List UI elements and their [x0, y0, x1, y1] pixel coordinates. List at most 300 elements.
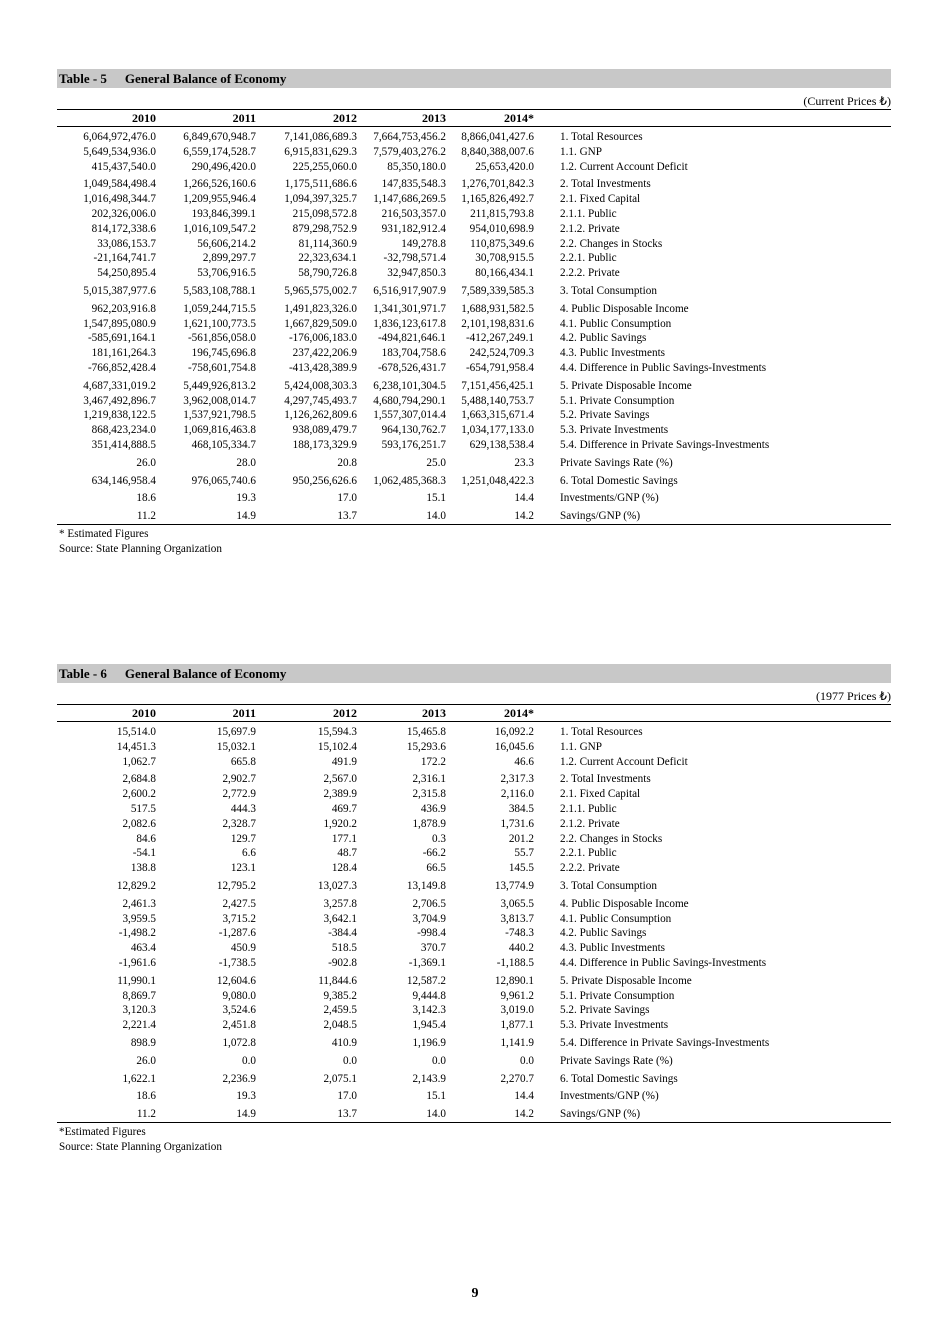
table-row — [57, 266, 891, 281]
value-2012: 2,459.5 — [323, 1004, 357, 1017]
row-label: 2.2.1. Public — [560, 252, 617, 265]
row-group — [57, 1033, 891, 1051]
table-5 — [57, 69, 891, 557]
value-2010: 1,622.1 — [122, 1072, 156, 1085]
table-title-bar — [57, 664, 891, 683]
value-2012: 5,424,008,303.3 — [284, 379, 357, 392]
header-2013: 2013 — [422, 111, 446, 125]
value-2014: 55.7 — [514, 847, 534, 860]
table-row — [57, 772, 891, 787]
value-2013: 2,316.1 — [412, 773, 446, 786]
value-2013: 2,706.5 — [412, 897, 446, 910]
value-2011: 1,059,244,715.5 — [183, 302, 256, 315]
row-group — [57, 453, 891, 471]
row-group — [57, 299, 891, 376]
value-2011: -561,856,058.0 — [187, 332, 256, 345]
value-2014: 7,151,456,425.1 — [461, 379, 534, 392]
value-2011: 6.6 — [242, 847, 256, 860]
row-label: 4.2. Public Savings — [560, 927, 647, 940]
value-2013: 85,350,180.0 — [387, 160, 446, 173]
value-2014: 0.0 — [520, 1054, 534, 1067]
value-2011: 1,621,100,773.5 — [183, 317, 256, 330]
footnote: * Estimated Figures — [59, 527, 149, 540]
value-2011: 12,604.6 — [216, 974, 256, 987]
value-2010: 26.0 — [136, 456, 156, 469]
value-2010: 2,684.8 — [122, 773, 156, 786]
value-2011: 9,080.0 — [222, 989, 256, 1002]
value-2011: 6,559,174,528.7 — [183, 145, 256, 158]
table-row — [57, 423, 891, 438]
value-2013: -998.4 — [417, 927, 446, 940]
table-row — [57, 941, 891, 956]
value-2014: 242,524,709.3 — [469, 347, 534, 360]
value-2012: 17.0 — [337, 1090, 357, 1103]
value-2010: 33,086,153.7 — [97, 237, 156, 250]
row-label: 1.2. Current Account Deficit — [560, 755, 688, 768]
row-label: Investments/GNP (%) — [560, 492, 659, 505]
table-row — [57, 974, 891, 989]
value-2013: 6,238,101,304.5 — [373, 379, 446, 392]
row-label: Investments/GNP (%) — [560, 1090, 659, 1103]
table-row — [57, 394, 891, 409]
value-2010: 634,146,958.4 — [91, 474, 156, 487]
row-label: 1.2. Current Account Deficit — [560, 160, 688, 173]
value-2013: -32,798,571.4 — [383, 252, 446, 265]
value-2012: 1,175,511,686.6 — [284, 178, 357, 191]
table-unit: (Current Prices ₺) — [803, 94, 891, 108]
value-2014: 13,774.9 — [494, 879, 534, 892]
value-2013: 15,465.8 — [406, 726, 446, 738]
table-row — [57, 177, 891, 192]
row-group — [57, 722, 891, 769]
value-2013: 12,587.2 — [406, 974, 446, 987]
page-number: 9 — [471, 1286, 479, 1301]
table-row — [57, 160, 891, 175]
value-2010: 12,829.2 — [116, 879, 156, 892]
value-2010: 11,990.1 — [117, 974, 156, 987]
table-row — [57, 192, 891, 207]
table-row — [57, 438, 891, 453]
table-row — [57, 912, 891, 927]
value-2013: 25.0 — [426, 456, 446, 469]
value-2013: 7,664,753,456.2 — [373, 131, 446, 143]
value-2013: -678,526,431.7 — [377, 361, 446, 374]
value-2011: 444.3 — [230, 802, 256, 815]
row-label: 4.3. Public Investments — [560, 942, 666, 955]
row-label: 5.1. Private Consumption — [560, 394, 675, 407]
value-2012: 469.7 — [331, 802, 357, 815]
value-2012: 5,965,575,002.7 — [284, 284, 357, 297]
header-2012: 2012 — [333, 706, 357, 720]
value-2012: 1,491,823,326.0 — [284, 302, 357, 315]
value-2011: 19.3 — [236, 492, 256, 505]
value-2010: 3,467,492,896.7 — [83, 394, 156, 407]
value-2010: 11.2 — [136, 510, 156, 523]
value-2014: 1,034,177,133.0 — [461, 424, 534, 437]
value-2010: 15,514.0 — [116, 726, 156, 738]
row-label: 2.2.1. Public — [560, 847, 617, 860]
row-group — [57, 894, 891, 971]
table-row — [57, 237, 891, 252]
value-2011: 1,072.8 — [222, 1036, 256, 1049]
value-2014: 16,045.6 — [494, 740, 534, 753]
value-2010: -1,498.2 — [118, 927, 156, 940]
value-2010: -585,691,164.1 — [87, 332, 156, 345]
value-2010: -1,961.6 — [118, 956, 156, 969]
row-label: 5.3. Private Investments — [560, 1019, 669, 1032]
value-2014: 2,270.7 — [500, 1072, 534, 1085]
value-2010: 3,959.5 — [122, 912, 156, 925]
value-2014: 16,092.2 — [494, 726, 534, 738]
source-note: Source: State Planning Organization — [59, 542, 222, 555]
table-6 — [57, 664, 891, 1155]
value-2010: 2,221.4 — [122, 1019, 156, 1032]
value-2011: -758,601,754.8 — [187, 361, 256, 374]
table-row — [57, 251, 891, 266]
row-label: 4. Public Disposable Income — [560, 897, 689, 910]
value-2012: 13,027.3 — [317, 879, 357, 892]
table-row — [57, 1018, 891, 1033]
value-2010: 962,203,916.8 — [91, 302, 156, 315]
value-2013: -1,369.1 — [408, 956, 446, 969]
table-row — [57, 1036, 891, 1051]
row-group — [57, 281, 891, 299]
value-2013: 3,142.3 — [412, 1004, 446, 1017]
table-row — [57, 1107, 891, 1122]
value-2011: 28.0 — [236, 456, 256, 469]
row-label: 3. Total Consumption — [560, 879, 657, 892]
row-label: 5.3. Private Investments — [560, 424, 669, 437]
value-2013: 7,579,403,276.2 — [373, 145, 446, 158]
row-label: 4.1. Public Consumption — [560, 317, 672, 330]
table-row — [57, 1054, 891, 1069]
table-row — [57, 317, 891, 332]
value-2012: 215,098,572.8 — [292, 207, 357, 220]
value-2014: -654,791,958.4 — [465, 361, 534, 374]
value-2011: 1,537,921,798.5 — [183, 409, 256, 422]
table-row — [57, 861, 891, 876]
value-2013: 9,444.8 — [412, 989, 446, 1002]
value-2011: 14.9 — [236, 1108, 256, 1121]
value-2014: 12,890.1 — [494, 974, 534, 987]
table-row — [57, 846, 891, 861]
table-row — [57, 956, 891, 971]
table-title: General Balance of Economy — [124, 666, 287, 681]
value-2010: 181,161,264.3 — [91, 347, 156, 360]
value-2011: -1,738.5 — [218, 956, 256, 969]
table-row — [57, 879, 891, 894]
value-2011: 2,902.7 — [222, 773, 256, 786]
row-label: 2.1.2. Private — [560, 222, 620, 235]
value-2012: 20.8 — [337, 456, 357, 469]
value-2014: 1,688,931,582.5 — [461, 302, 534, 315]
value-2012: 48.7 — [337, 847, 357, 860]
value-2012: 81,114,360.9 — [298, 237, 357, 250]
value-2011: 14.9 — [236, 510, 256, 523]
value-2014: 3,813.7 — [500, 912, 534, 925]
value-2013: 149,278.8 — [401, 237, 446, 250]
value-2012: 188,173,329.9 — [292, 438, 357, 451]
value-2010: 351,414,888.5 — [91, 438, 156, 451]
value-2011: 3,962,008,014.7 — [183, 394, 256, 407]
value-2013: 2,315.8 — [412, 788, 446, 801]
row-group — [57, 876, 891, 894]
value-2014: 46.6 — [514, 755, 534, 768]
value-2014: 1,165,826,492.7 — [461, 193, 534, 206]
row-label: 3. Total Consumption — [560, 284, 657, 297]
row-label: Savings/GNP (%) — [560, 510, 641, 523]
value-2013: 6,516,917,907.9 — [373, 284, 446, 297]
value-2010: 6,064,972,476.0 — [83, 131, 156, 143]
value-2012: 15,594.3 — [317, 726, 357, 738]
table-row — [57, 331, 891, 346]
value-2013: 14.0 — [426, 1108, 446, 1121]
row-label: 5. Private Disposable Income — [560, 974, 692, 987]
value-2012: -176,006,183.0 — [288, 332, 357, 345]
value-2012: 1,126,262,809.6 — [284, 409, 357, 422]
value-2012: -413,428,389.9 — [288, 361, 357, 374]
row-label: 5.2. Private Savings — [560, 409, 650, 422]
value-2013: 1,878.9 — [412, 817, 446, 830]
table-row — [57, 1089, 891, 1104]
table-row — [57, 456, 891, 471]
value-2010: 138.8 — [130, 862, 156, 875]
footnote: *Estimated Figures — [59, 1125, 146, 1138]
row-group — [57, 506, 891, 524]
value-2011: 129.7 — [230, 832, 256, 845]
value-2014: 1,141.9 — [500, 1036, 534, 1049]
value-2012: 128.4 — [331, 862, 357, 875]
value-2010: 18.6 — [136, 492, 156, 505]
row-group — [57, 1069, 891, 1087]
value-2011: 665.8 — [230, 755, 256, 768]
header-2014: 2014* — [504, 706, 534, 720]
value-2013: 1,062,485,368.3 — [373, 474, 446, 487]
value-2013: 370.7 — [420, 942, 446, 955]
row-group — [57, 127, 891, 174]
value-2013: 66.5 — [426, 862, 446, 875]
value-2013: 15.1 — [426, 1090, 446, 1103]
row-label: 2.1.1. Public — [560, 207, 617, 220]
value-2014: 7,589,339,585.3 — [461, 284, 534, 297]
value-2014: 14.4 — [514, 1090, 534, 1103]
table-row — [57, 1072, 891, 1087]
table-row — [57, 222, 891, 237]
row-label: 1.1. GNP — [560, 740, 602, 753]
value-2010: 868,423,234.0 — [91, 424, 156, 437]
row-label: 6. Total Domestic Savings — [560, 474, 678, 487]
table-row — [57, 408, 891, 423]
value-2014: 110,875,349.6 — [470, 237, 534, 250]
value-2013: 593,176,251.7 — [381, 438, 446, 451]
value-2011: 3,715.2 — [222, 912, 256, 925]
table-row — [57, 130, 891, 145]
value-2013: 1,557,307,014.4 — [373, 409, 446, 422]
value-2011: 19.3 — [236, 1090, 256, 1103]
value-2010: -54.1 — [132, 847, 156, 860]
table-row — [57, 1003, 891, 1018]
table-title-bar — [57, 69, 891, 88]
value-2010: 3,120.3 — [122, 1004, 156, 1017]
value-2011: 976,065,740.6 — [191, 474, 256, 487]
value-2014: 1,731.6 — [500, 817, 534, 830]
header-2013: 2013 — [422, 706, 446, 720]
row-label: 4. Public Disposable Income — [560, 302, 689, 315]
value-2012: 237,422,206.9 — [292, 347, 357, 360]
row-label: 2.2. Changes in Stocks — [560, 237, 663, 250]
value-2014: 8,840,388,007.6 — [461, 145, 534, 158]
value-2014: 954,010,698.9 — [469, 222, 534, 235]
value-2012: -902.8 — [328, 956, 357, 969]
value-2013: 931,182,912.4 — [381, 222, 446, 235]
value-2014: 2,101,198,831.6 — [461, 317, 534, 330]
value-2012: 13.7 — [337, 1108, 357, 1121]
row-group — [57, 769, 891, 876]
value-2011: 53,706,916.5 — [197, 267, 256, 280]
value-2012: 7,141,086,689.3 — [284, 131, 357, 143]
table-row — [57, 302, 891, 317]
table-row — [57, 926, 891, 941]
row-label: 5.1. Private Consumption — [560, 989, 675, 1002]
value-2013: 15.1 — [426, 492, 446, 505]
value-2012: 11,844.6 — [318, 974, 357, 987]
value-2010: 1,219,838,122.5 — [83, 409, 156, 422]
value-2011: 2,772.9 — [222, 788, 256, 801]
value-2010: 1,547,895,080.9 — [83, 317, 156, 330]
row-label: 2.1.2. Private — [560, 817, 620, 830]
value-2011: 2,236.9 — [222, 1072, 256, 1085]
table-row — [57, 755, 891, 770]
header-2010: 2010 — [132, 111, 156, 125]
value-2014: 440.2 — [508, 942, 534, 955]
value-2010: 517.5 — [130, 802, 156, 815]
value-2010: 1,016,498,344.7 — [83, 193, 156, 206]
row-group — [57, 1104, 891, 1122]
value-2013: 14.0 — [426, 510, 446, 523]
value-2012: 6,915,831,629.3 — [284, 145, 357, 158]
table-header-row — [57, 704, 891, 722]
value-2013: 1,945.4 — [412, 1019, 446, 1032]
value-2010: 415,437,540.0 — [91, 160, 156, 173]
value-2010: -766,852,428.4 — [87, 361, 156, 374]
value-2014: -412,267,249.1 — [465, 332, 534, 345]
row-group — [57, 471, 891, 489]
value-2013: 147,835,548.3 — [381, 178, 446, 191]
value-2010: 2,461.3 — [122, 897, 156, 910]
row-label: 1. Total Resources — [560, 726, 643, 738]
value-2014: 9,961.2 — [500, 989, 534, 1002]
value-2012: -384.4 — [328, 927, 357, 940]
row-label: 5.4. Difference in Private Savings-Investments — [560, 1036, 770, 1049]
value-2010: 8,869.7 — [122, 989, 156, 1002]
value-2011: 5,583,108,788.1 — [183, 284, 256, 297]
value-2011: 2,899,297.7 — [202, 252, 256, 265]
value-2012: 2,567.0 — [323, 773, 357, 786]
table-row — [57, 817, 891, 832]
value-2010: 18.6 — [136, 1090, 156, 1103]
value-2012: 13.7 — [337, 510, 357, 523]
value-2011: 5,449,926,813.2 — [183, 379, 256, 392]
row-label: Savings/GNP (%) — [560, 1108, 641, 1121]
table-row — [57, 207, 891, 222]
value-2014: 30,708,915.5 — [475, 252, 534, 265]
header-2012: 2012 — [333, 111, 357, 125]
value-2011: 290,496,420.0 — [191, 160, 256, 173]
value-2012: 177.1 — [331, 832, 357, 845]
value-2011: 123.1 — [230, 862, 256, 875]
value-2011: 193,846,399.1 — [191, 207, 256, 220]
value-2014: 1,251,048,422.3 — [461, 474, 534, 487]
header-2011: 2011 — [232, 706, 256, 720]
value-2014: 23.3 — [514, 456, 534, 469]
value-2013: 964,130,762.7 — [381, 424, 446, 437]
value-2014: -1,188.5 — [496, 956, 534, 969]
value-2014: 201.2 — [508, 832, 534, 845]
table-title: General Balance of Economy — [124, 71, 287, 86]
value-2010: 1,049,584,498.4 — [83, 178, 156, 191]
value-2013: 1,836,123,617.8 — [373, 317, 446, 330]
row-label: 2.1.1. Public — [560, 802, 617, 815]
value-2011: 6,849,670,948.7 — [183, 131, 256, 143]
value-2010: 463.4 — [130, 942, 156, 955]
table-row — [57, 832, 891, 847]
table-body — [57, 127, 891, 525]
value-2014: 14.2 — [514, 1108, 534, 1121]
value-2014: 384.5 — [508, 802, 534, 815]
value-2012: 3,257.8 — [323, 897, 357, 910]
value-2013: 4,680,794,290.1 — [373, 394, 446, 407]
value-2012: 22,323,634.1 — [298, 252, 357, 265]
value-2012: 2,075.1 — [323, 1072, 357, 1085]
table-row — [57, 897, 891, 912]
value-2014: 3,019.0 — [500, 1004, 534, 1017]
value-2010: 202,326,006.0 — [91, 207, 156, 220]
table-row — [57, 346, 891, 361]
value-2010: 814,172,338.6 — [91, 222, 156, 235]
value-2014: 80,166,434.1 — [475, 267, 534, 280]
row-label: 4.2. Public Savings — [560, 332, 647, 345]
value-2014: 1,276,701,842.3 — [461, 178, 534, 191]
value-2013: 13,149.8 — [406, 879, 446, 892]
value-2012: 518.5 — [331, 942, 357, 955]
value-2014: 14.2 — [514, 510, 534, 523]
value-2014: 1,663,315,671.4 — [461, 409, 534, 422]
value-2013: 183,704,758.6 — [381, 347, 446, 360]
table-body — [57, 722, 891, 1123]
value-2010: -21,164,741.7 — [93, 252, 156, 265]
row-group — [57, 488, 891, 506]
row-label: 2.2. Changes in Stocks — [560, 832, 663, 845]
value-2011: 0.0 — [242, 1054, 256, 1067]
row-label: 6. Total Domestic Savings — [560, 1072, 678, 1085]
value-2011: 1,016,109,547.2 — [183, 222, 256, 235]
table-row — [57, 787, 891, 802]
table-row — [57, 740, 891, 755]
value-2013: 1,341,301,971.7 — [373, 302, 446, 315]
table-row — [57, 802, 891, 817]
row-group — [57, 1051, 891, 1069]
value-2012: 4,297,745,493.7 — [284, 394, 357, 407]
value-2011: 450.9 — [230, 942, 256, 955]
value-2014: 8,866,041,427.6 — [461, 131, 534, 143]
value-2013: 15,293.6 — [406, 740, 446, 753]
value-2011: 15,697.9 — [216, 726, 256, 738]
value-2010: 4,687,331,019.2 — [83, 379, 156, 392]
value-2012: 17.0 — [337, 492, 357, 505]
header-2010: 2010 — [132, 706, 156, 720]
row-label: 1. Total Resources — [560, 131, 643, 143]
value-2013: 172.2 — [420, 755, 446, 768]
